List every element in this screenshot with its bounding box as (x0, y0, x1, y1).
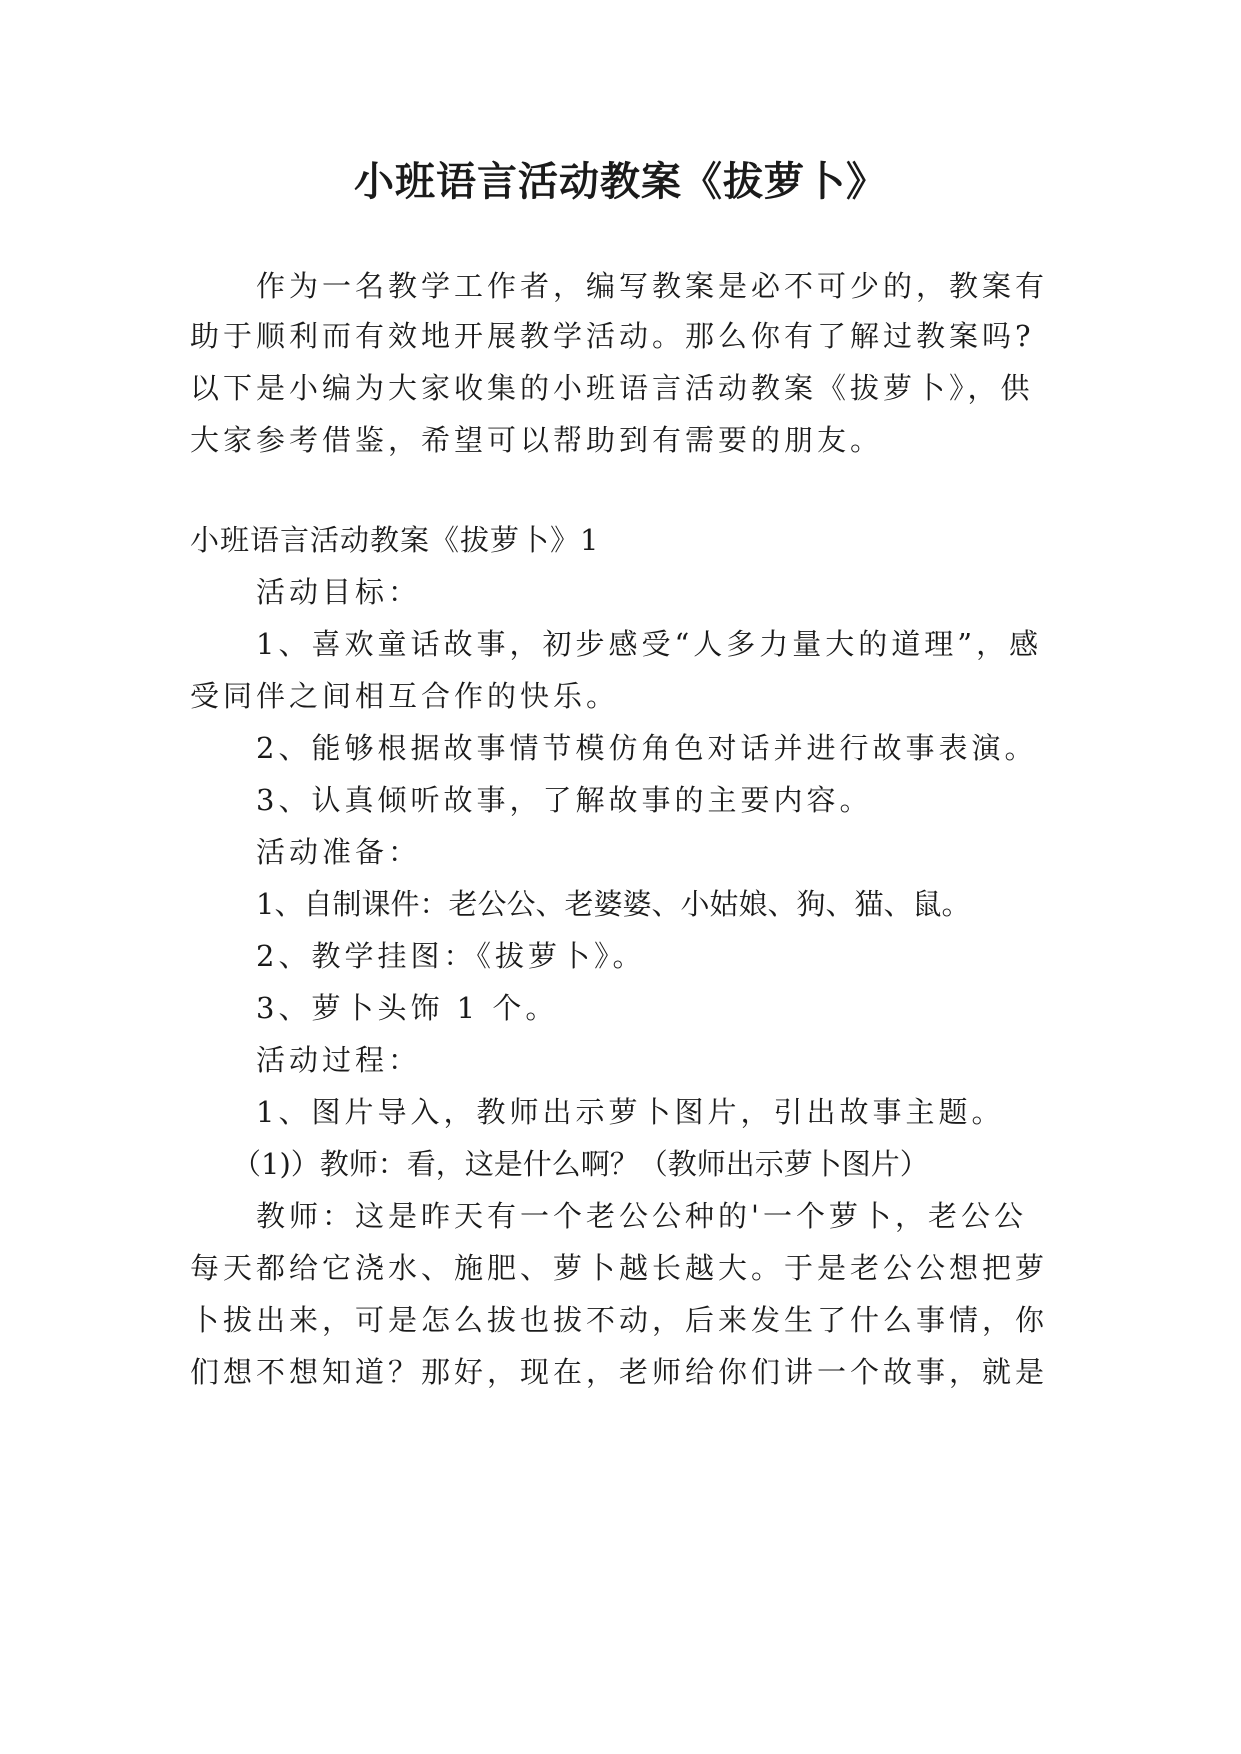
teacher-para-line-1: 教师：这是昨天有一个老公公种的'一个萝卜，老公公 (256, 1199, 1027, 1233)
teacher-para-line-3: 卜拔出来，可是怎么拔也拔不动，后来发生了什么事情，你 (190, 1303, 1049, 1337)
goal-3: 3、认真倾听故事，了解故事的主要内容。 (256, 783, 873, 817)
process-step-1: 1、图片导入，教师出示萝卜图片，引出故事主题。 (256, 1095, 1005, 1129)
goal-1-line-2: 受同伴之间相互合作的快乐。 (190, 679, 620, 713)
section-title: 小班语言活动教案《拔萝卜》1 (190, 523, 600, 557)
teacher-para-line-2: 每天都给它浇水、施肥、萝卜越长越大。于是老公公想把萝 (190, 1251, 1049, 1285)
prep-3: 3、萝卜头饰 1 个。 (256, 991, 559, 1025)
prep-1: 1、自制课件：老公公、老婆婆、小姑娘、狗、猫、鼠。 (256, 887, 971, 921)
goal-2: 2、能够根据故事情节模仿角色对话并进行故事表演。 (256, 731, 1038, 765)
goals-heading: 活动目标： (256, 575, 422, 609)
document-title: 小班语言活动教案《拔萝卜》 (354, 158, 887, 205)
intro-line-1: 作为一名教学工作者，编写教案是必不可少的，教案有 (256, 269, 1049, 303)
teacher-para-line-4: 们想不想知道？那好，现在，老师给你们讲一个故事，就是 (190, 1355, 1049, 1389)
process-heading: 活动过程： (256, 1043, 422, 1077)
process-step-1-1: （1)）教师：看，这是什么啊？（教师出示萝卜图片） (232, 1147, 929, 1181)
intro-line-3: 以下是小编为大家收集的小班语言活动教案《拔萝卜》，供 (190, 371, 1034, 405)
goal-1-line-1: 1、喜欢童话故事，初步感受“人多力量大的道理”，感 (256, 627, 1043, 661)
prep-2: 2、教学挂图：《拔萝卜》。 (256, 939, 646, 973)
intro-line-2: 助于顺利而有效地开展教学活动。那么你有了解过教案吗? (190, 319, 1035, 353)
intro-line-4: 大家参考借鉴，希望可以帮助到有需要的朋友。 (190, 423, 884, 457)
prep-heading: 活动准备： (256, 835, 422, 869)
